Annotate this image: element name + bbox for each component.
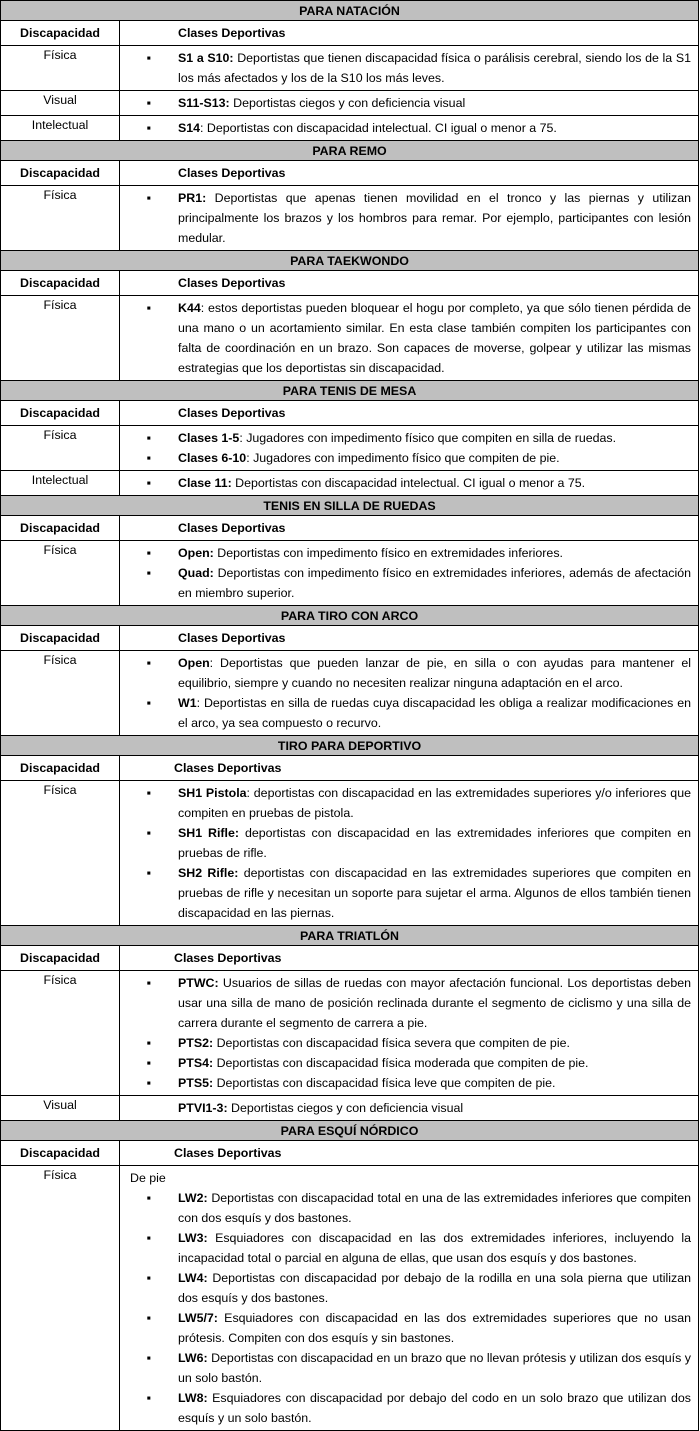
item-text: [178, 653, 691, 693]
list-item: [120, 298, 691, 378]
class-description: Deportistas ciegos y con deficiencia visual: [229, 96, 466, 110]
class-description: Deportistas que tienen discapacidad física o parálisis cerebral, siendo los de la S1 los más afectados y los de la S10 los más leves.: [178, 51, 691, 85]
class-code: PTVI1-3:: [178, 1101, 228, 1115]
list-item: [120, 93, 691, 113]
column-header-row: [1, 1141, 699, 1166]
bullet-icon: ▪: [146, 656, 152, 670]
section-title: PARA NATACIÓN: [1, 1, 699, 21]
class-code: Quad:: [178, 566, 214, 580]
class-code: PTWC:: [178, 976, 219, 990]
list-item: [120, 428, 691, 448]
header-classes: Clases Deportivas: [120, 756, 699, 781]
header-disability: Discapacidad: [1, 1141, 120, 1166]
class-description: : estos deportistas pueden bloquear el hogu por completo, ya que sólo tienen pérdida de una mano o un acortamiento similar. En esta clase también compiten los participantes con falta de coordinación en un brazo. Son capaces de moverse, golpear y utilizar las mismas estrategias que los deportistas sin discapacidad.: [178, 301, 691, 375]
bullet-icon: ▪: [146, 1191, 152, 1205]
class-code: S1 a S10:: [178, 51, 234, 65]
class-description: Deportistas con discapacidad física severa que compiten de pie.: [213, 1036, 570, 1050]
header-disability: Discapacidad: [1, 271, 120, 296]
class-description: : Jugadores con impedimento físico que compiten de pie.: [246, 451, 560, 465]
bullet-icon: ▪: [146, 51, 152, 65]
column-header-row: [1, 626, 699, 651]
bullet-icon: ▪: [146, 1311, 152, 1325]
item-text: [178, 1388, 691, 1428]
bullet-icon: ▪: [146, 1351, 152, 1365]
header-classes: Clases Deportivas: [120, 1141, 699, 1166]
class-code: PTS2:: [178, 1036, 214, 1050]
class-description: Esquiadores con discapacidad por debajo del codo en un solo brazo que utilizan dos esquís y un solo bastón.: [178, 1391, 691, 1425]
bullet-icon: ▪: [146, 976, 152, 990]
classes-cell: [120, 426, 699, 471]
class-code: LW4:: [178, 1271, 208, 1285]
header-disability: Discapacidad: [1, 946, 120, 971]
class-description: Deportistas con discapacidad total en una de las extremidades inferiores que compiten con dos esquís y dos bastones.: [178, 1191, 691, 1225]
table-row: [1, 471, 699, 496]
classes-cell: [120, 91, 699, 116]
class-description: Deportistas que apenas tienen movilidad en el tronco y las piernas y utilizan principalmente los brazos y los hombros para remar. Por ejemplo, participantes con lesión medular.: [178, 191, 691, 245]
section-header-row: [1, 736, 699, 756]
class-description: Deportistas con discapacidad intelectual. CI igual o menor a 75.: [231, 476, 586, 490]
bullet-icon: [120, 1098, 178, 1118]
item-text: [178, 48, 691, 88]
item-text: [178, 863, 691, 923]
header-classes: Clases Deportivas: [120, 946, 699, 971]
bullet-icon: ▪: [146, 566, 152, 580]
class-code: Clase 11:: [178, 476, 232, 490]
column-header-row: [1, 271, 699, 296]
list-item: [120, 1073, 691, 1093]
class-code: Clases 6-10: [178, 451, 247, 465]
list-item: [120, 1033, 691, 1053]
section-header-row: [1, 496, 699, 516]
section-title: PARA TAEKWONDO: [1, 251, 699, 271]
item-text: [178, 298, 691, 378]
bullet-icon: ▪: [146, 1271, 152, 1285]
bullet-icon: ▪: [146, 451, 152, 465]
bullet-icon: ▪: [146, 866, 152, 880]
header-disability: Discapacidad: [1, 756, 120, 781]
disability-cell: Física: [1, 426, 120, 471]
class-code: SH2 Rifle:: [178, 866, 239, 880]
item-text: [178, 1073, 691, 1093]
table-row: [1, 116, 699, 141]
column-header-row: [1, 161, 699, 186]
item-text: [178, 93, 691, 113]
table-row: [1, 1166, 699, 1431]
item-text: [178, 973, 691, 1033]
column-header-row: [1, 946, 699, 971]
bullet-icon: ▪: [146, 431, 152, 445]
item-text: [178, 823, 691, 863]
bullet-icon: ▪: [146, 1036, 152, 1050]
section-title: PARA TENIS DE MESA: [1, 381, 699, 401]
class-description: : Jugadores con impedimento físico que compiten en silla de ruedas.: [239, 431, 617, 445]
bullet-icon: ▪: [146, 696, 152, 710]
class-code: K44: [178, 301, 201, 315]
section-header-row: [1, 381, 699, 401]
header-disability: Discapacidad: [1, 21, 120, 46]
disability-cell: Intelectual: [1, 471, 120, 496]
classes-cell: [120, 1166, 699, 1431]
class-code: SH1 Rifle:: [178, 826, 240, 840]
item-text: [178, 1228, 691, 1268]
header-disability: Discapacidad: [1, 161, 120, 186]
class-description: : deportistas con discapacidad en las extremidades superiores y/o inferiores que compiten en pruebas de pistola.: [178, 786, 691, 820]
list-item: [120, 118, 691, 138]
bullet-icon: ▪: [146, 826, 152, 840]
section-header-row: [1, 141, 699, 161]
bullet-icon: ▪: [146, 1231, 152, 1245]
disability-cell: Física: [1, 186, 120, 251]
classes-cell: [120, 971, 699, 1096]
section-title: TIRO PARA DEPORTIVO: [1, 736, 699, 756]
disability-cell: Física: [1, 46, 120, 91]
classes-cell: [120, 296, 699, 381]
list-item: [120, 863, 691, 923]
classification-table-body: [1, 1, 699, 1431]
disability-cell: Visual: [1, 1096, 120, 1121]
column-header-row: [1, 516, 699, 541]
disability-cell: Física: [1, 1166, 120, 1431]
class-code: Open:: [178, 546, 214, 560]
item-text: [178, 448, 691, 468]
table-row: [1, 296, 699, 381]
disability-cell: Física: [1, 296, 120, 381]
list-item: [120, 1268, 691, 1308]
section-header-row: [1, 606, 699, 626]
list-item: [120, 543, 691, 563]
list-item: [120, 783, 691, 823]
list-item: [120, 48, 691, 88]
item-text: [178, 1033, 691, 1053]
bullet-icon: ▪: [146, 1056, 152, 1070]
bullet-icon: ▪: [146, 121, 152, 135]
table-row: [1, 541, 699, 606]
class-description: Deportistas con discapacidad física moderada que compiten de pie.: [213, 1056, 589, 1070]
class-code: LW6:: [178, 1351, 208, 1365]
bullet-icon: ▪: [146, 301, 152, 315]
section-title: PARA REMO: [1, 141, 699, 161]
item-text: [178, 543, 691, 563]
section-title: PARA ESQUÍ NÓRDICO: [1, 1121, 699, 1141]
class-description: Esquiadores con discapacidad en las dos extremidades inferiores, incluyendo la incapacidad total o parcial en alguna de ellas, que usan dos esquís y dos bastones.: [178, 1231, 691, 1265]
classes-cell: [120, 116, 699, 141]
section-header-row: [1, 1, 699, 21]
list-item: [120, 1228, 691, 1268]
list-item: [120, 563, 691, 603]
classes-cell: [120, 471, 699, 496]
table-row: [1, 46, 699, 91]
disability-cell: Física: [1, 971, 120, 1096]
class-code: LW8:: [178, 1391, 208, 1405]
class-description: deportistas con discapacidad en las extremidades inferiores que compiten en pruebas de rifle.: [178, 826, 691, 860]
class-description: : Deportistas con discapacidad intelectual. CI igual o menor a 75.: [200, 121, 557, 135]
subtitle: De pie: [130, 1171, 166, 1185]
list-item: [120, 973, 691, 1033]
class-code: PR1:: [178, 191, 207, 205]
header-classes: Clases Deportivas: [120, 401, 699, 426]
bullet-icon: ▪: [146, 96, 152, 110]
item-text: [178, 1308, 691, 1348]
header-disability: Discapacidad: [1, 626, 120, 651]
list-item: [120, 188, 691, 248]
list-item: [120, 1188, 691, 1228]
class-code: PTS5:: [178, 1076, 214, 1090]
class-description: Deportistas con discapacidad física leve que compiten de pie.: [213, 1076, 556, 1090]
class-description: deportistas con discapacidad en las extremidades superiores que compiten en pruebas de rifle y necesitan un soporte para sujetar el arma. Algunos de ellos también tienen discapacidad en las piernas.: [178, 866, 691, 920]
disability-cell: Física: [1, 781, 120, 926]
list-item: [120, 1308, 691, 1348]
table-row: [1, 651, 699, 736]
class-code: LW2:: [178, 1191, 208, 1205]
column-header-row: [1, 21, 699, 46]
item-text: [178, 473, 691, 493]
bullet-icon: ▪: [146, 546, 152, 560]
section-title: PARA TRIATLÓN: [1, 926, 699, 946]
table-row: [1, 186, 699, 251]
header-classes: Clases Deportivas: [120, 626, 699, 651]
list-item: [120, 448, 691, 468]
class-description: Deportistas con impedimento físico en extremidades inferiores, además de afectación en miembro superior.: [178, 566, 691, 600]
disability-cell: Física: [1, 541, 120, 606]
list-item: [120, 1098, 691, 1118]
classes-cell: [120, 651, 699, 736]
table-row: [1, 781, 699, 926]
class-description: Usuarios de sillas de ruedas con mayor afectación funcional. Los deportistas deben usar una silla de mano de posición reclinada durante el segmento de ciclismo y una silla de carrera durante el segmento de carrera a pie.: [178, 976, 691, 1030]
list-item: [120, 823, 691, 863]
class-description: Deportistas con impedimento físico en extremidades inferiores.: [213, 546, 563, 560]
header-classes: Clases Deportivas: [120, 516, 699, 541]
classes-cell: [120, 541, 699, 606]
table-row: [1, 1096, 699, 1121]
section-title: TENIS EN SILLA DE RUEDAS: [1, 496, 699, 516]
header-classes: Clases Deportivas: [120, 21, 699, 46]
header-classes: Clases Deportivas: [120, 161, 699, 186]
item-text: [178, 693, 691, 733]
class-description: Esquiadores con discapacidad en las dos extremidades superiores que no usan prótesis. Compiten con dos esquís y sin bastones.: [178, 1311, 691, 1345]
class-code: W1: [178, 696, 197, 710]
class-code: S14: [178, 121, 201, 135]
item-text: [178, 1188, 691, 1228]
header-disability: Discapacidad: [1, 401, 120, 426]
list-item: [120, 693, 691, 733]
list-item: [120, 1053, 691, 1073]
disability-cell: Física: [1, 651, 120, 736]
item-text: [178, 783, 691, 823]
class-code: LW5/7:: [178, 1311, 218, 1325]
class-description: Deportistas con discapacidad por debajo de la rodilla en una sola pierna que utilizan dos esquís y dos bastones.: [178, 1271, 691, 1305]
section-header-row: [1, 926, 699, 946]
class-code: PTS4:: [178, 1056, 214, 1070]
bullet-icon: ▪: [146, 1391, 152, 1405]
header-disability: Discapacidad: [1, 516, 120, 541]
table-row: [1, 971, 699, 1096]
list-item: [120, 653, 691, 693]
class-code: LW3:: [178, 1231, 208, 1245]
column-header-row: [1, 401, 699, 426]
class-code: Open: [178, 656, 210, 670]
header-classes: Clases Deportivas: [120, 271, 699, 296]
classes-cell: [120, 46, 699, 91]
item-text: [178, 1098, 691, 1118]
table-row: [1, 91, 699, 116]
class-description: : Deportistas en silla de ruedas cuya discapacidad les obliga a realizar modificaciones en el arco, ya sea compuesto o recurvo.: [178, 696, 691, 730]
class-description: : Deportistas que pueden lanzar de pie, en silla o con ayudas para mantener el equilibrio, siempre y cuando no necesiten realizar ninguna adaptación en el arco.: [178, 656, 691, 690]
classes-cell: [120, 781, 699, 926]
list-item: [120, 1388, 691, 1428]
class-description: Deportistas con discapacidad en un brazo que no llevan prótesis y utilizan dos esquís y un solo bastón.: [178, 1351, 691, 1385]
bullet-icon: ▪: [146, 476, 152, 490]
class-code: S11-S13:: [178, 96, 230, 110]
disability-cell: Visual: [1, 91, 120, 116]
item-text: [178, 563, 691, 603]
bullet-icon: ▪: [146, 786, 152, 800]
section-header-row: [1, 1121, 699, 1141]
item-text: [178, 1348, 691, 1388]
classes-cell: [120, 186, 699, 251]
section-header-row: [1, 251, 699, 271]
item-text: [178, 1053, 691, 1073]
item-text: [178, 188, 691, 248]
item-text: [178, 428, 691, 448]
bullet-icon: ▪: [146, 191, 152, 205]
section-title: PARA TIRO CON ARCO: [1, 606, 699, 626]
list-item: [120, 1348, 691, 1388]
disability-cell: Intelectual: [1, 116, 120, 141]
item-text: [178, 118, 691, 138]
column-header-row: [1, 756, 699, 781]
class-code: Clases 1-5: [178, 431, 240, 445]
classes-cell: [120, 1096, 699, 1121]
table-row: [1, 426, 699, 471]
class-description: Deportistas ciegos y con deficiencia visual: [227, 1101, 464, 1115]
list-item: [120, 473, 691, 493]
item-text: [178, 1268, 691, 1308]
class-code: SH1 Pistola: [178, 786, 247, 800]
bullet-icon: ▪: [146, 1076, 152, 1090]
